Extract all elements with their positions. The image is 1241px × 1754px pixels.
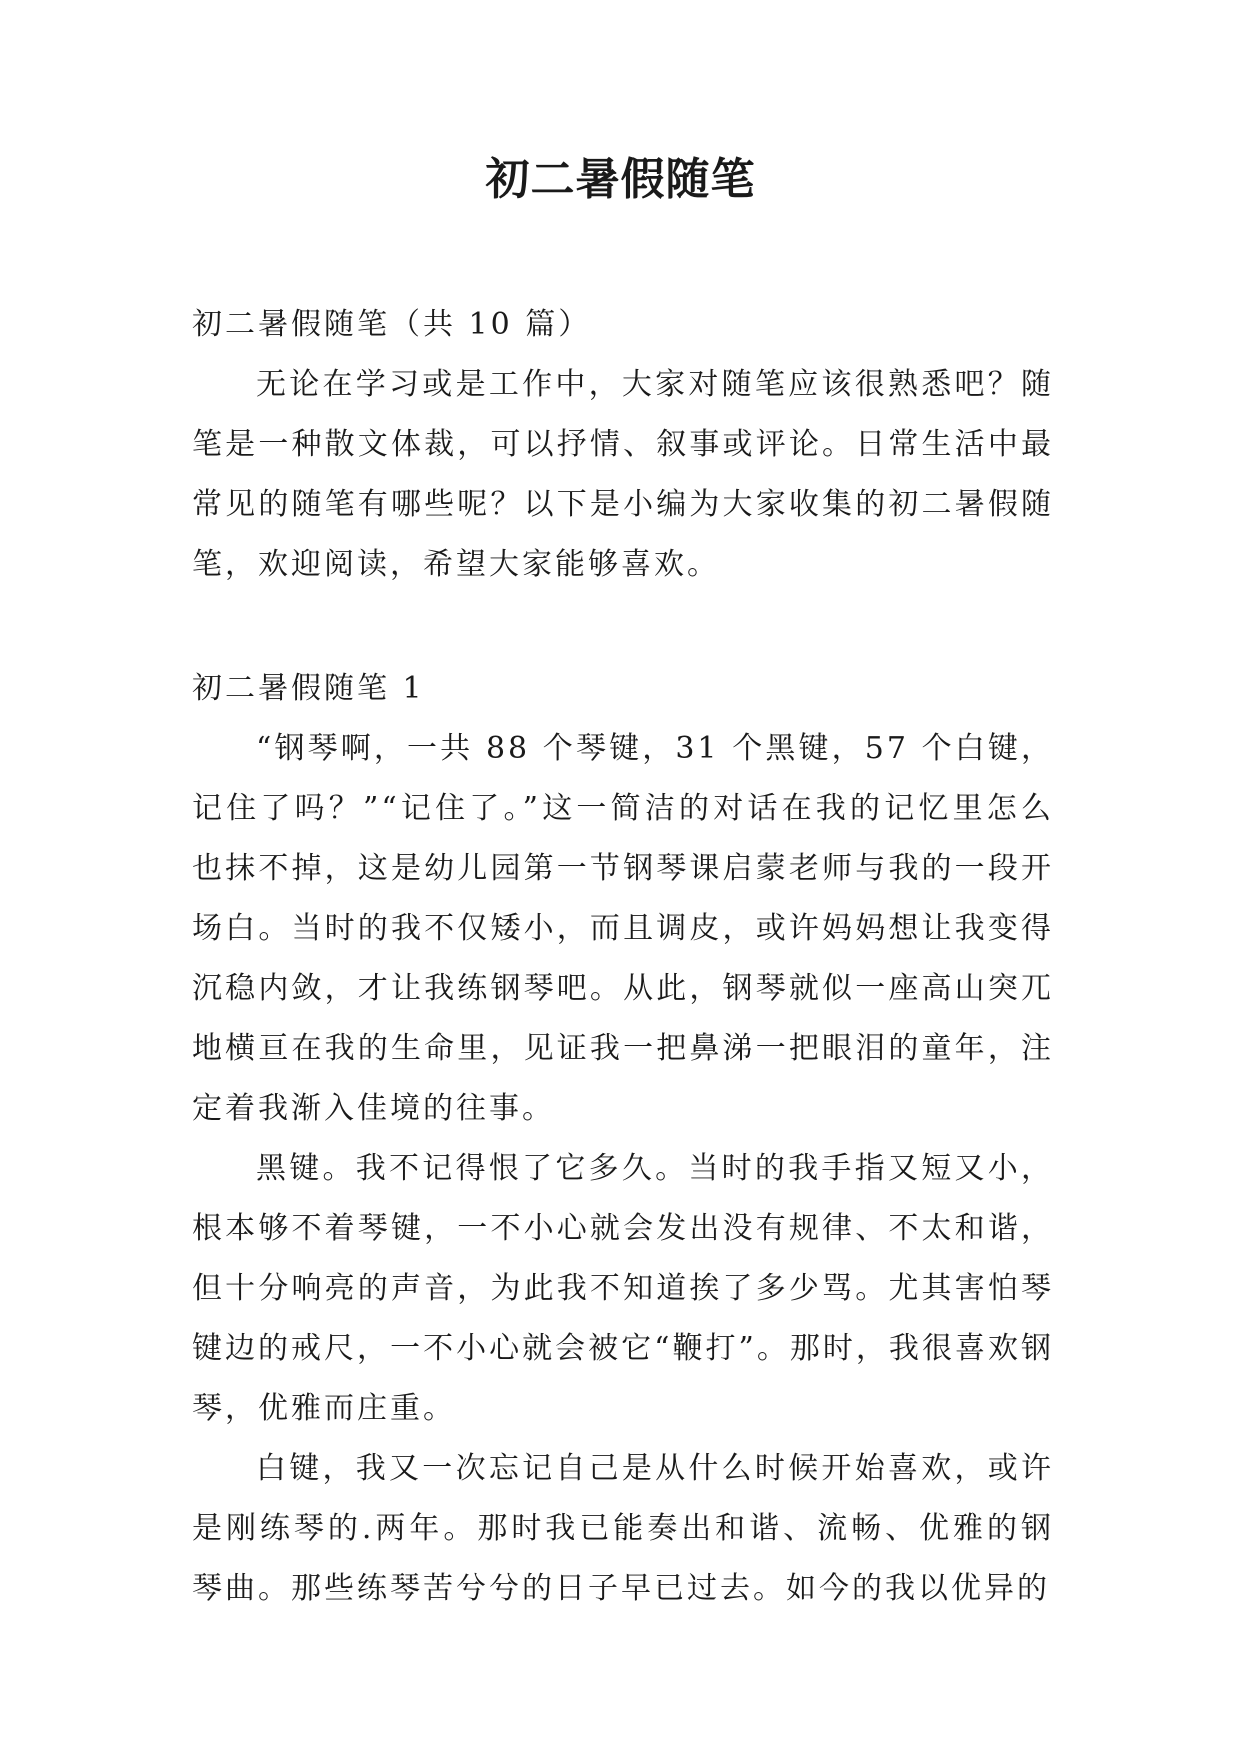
section1-heading: 初二暑假随笔 1 (192, 671, 425, 706)
document-title: 初二暑假随笔 (485, 154, 756, 205)
intro-heading: 初二暑假随笔（共 10 篇） (192, 307, 592, 342)
section-spacer (192, 595, 1054, 659)
intro-paragraph: 无论在学习或是工作中，大家对随笔应该很熟悉吧？随笔是一种散文体裁，可以抒情、叙事或评论。日常生活中最常见的随笔有哪些呢？以下是小编为大家收集的初二暑假随笔，欢迎阅读，希望大家能够喜欢。 (192, 367, 1054, 582)
section1-paragraph-2: 黑键。我不记得恨了它多久。当时的我手指又短又小，根本够不着琴键，一不小心就会发出没有规律、不太和谐，但十分响亮的声音，为此我不知道挨了多少骂。尤其害怕琴键边的戒尺，一不小心就会被它“鞭打”。那时，我很喜欢钢琴，优雅而庄重。 (192, 1151, 1054, 1426)
section1-paragraph-1: “钢琴啊，一共 88 个琴键，31 个黑键，57 个白键，记住了吗？”“记住了。”这一简洁的对话在我的记忆里怎么也抹不掉，这是幼儿园第一节钢琴课启蒙老师与我的一段开场白。当时的我不仅矮小，而且调皮，或许妈妈想让我变得沉稳内敛，才让我练钢琴吧。从此，钢琴就似一座高山突兀地横亘在我的生命里，见证我一把鼻涕一把眼泪的童年，注定着我渐入佳境的往事。 (192, 731, 1054, 1126)
section1-paragraph-3: 白键，我又一次忘记自己是从什么时候开始喜欢，或许是刚练琴的.两年。那时我已能奏出和谐、流畅、优雅的钢琴曲。那些练琴苦兮兮的日子早已过去。如今的我以优异的 (192, 1451, 1054, 1606)
document-body (192, 295, 1054, 1619)
